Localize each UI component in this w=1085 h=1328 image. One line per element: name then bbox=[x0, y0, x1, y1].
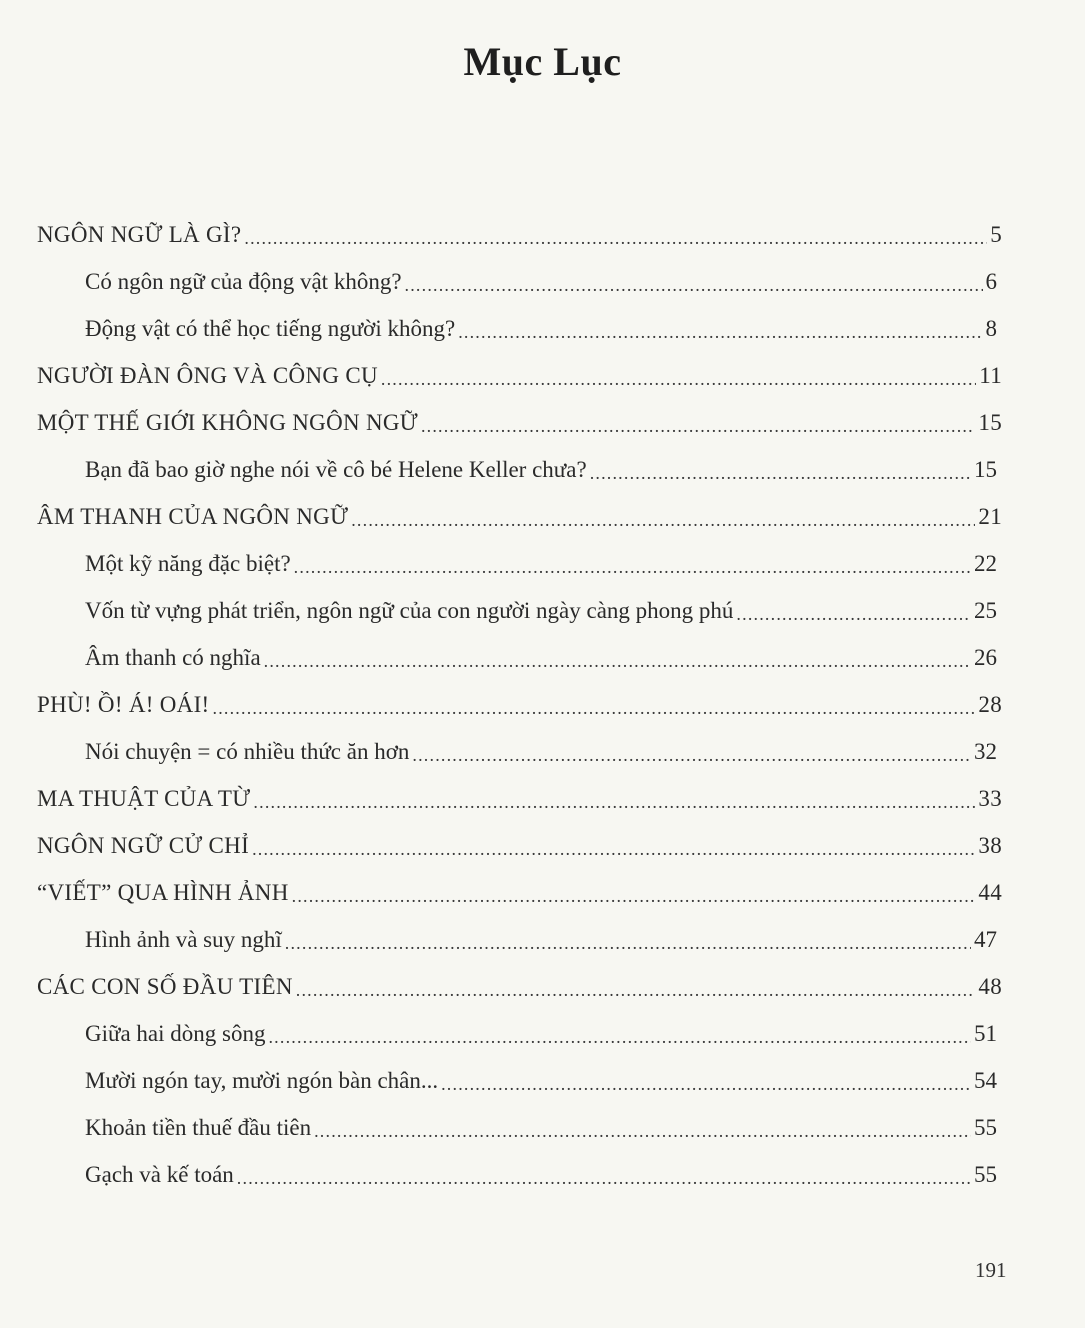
toc-dot-leader bbox=[405, 267, 983, 297]
toc-dot-leader bbox=[253, 784, 975, 814]
toc-entry[interactable] bbox=[37, 351, 1002, 391]
toc-entry-page: 48 bbox=[978, 974, 1002, 999]
toc-dot-leader bbox=[421, 408, 975, 438]
toc-entry-page: 15 bbox=[974, 457, 997, 482]
toc-dot-leader bbox=[296, 972, 976, 1002]
toc-entry[interactable] bbox=[37, 774, 1002, 814]
toc-entry-page: 55 bbox=[974, 1162, 997, 1187]
toc-entry-title: Vốn từ vựng phát triển, ngôn ngữ của con người ngày càng phong phú bbox=[85, 598, 734, 623]
toc-entry-title: Mười ngón tay, mười ngón bàn chân... bbox=[85, 1068, 439, 1093]
toc-entry[interactable] bbox=[85, 445, 997, 485]
toc-entry-page: 55 bbox=[974, 1115, 997, 1140]
toc-entry-title: MA THUẬT CỦA TỪ bbox=[37, 786, 251, 811]
toc-entry-title: NGÔN NGỮ CỬ CHỈ bbox=[37, 833, 250, 858]
toc-entry-page: 26 bbox=[974, 645, 997, 670]
toc-entry-page: 28 bbox=[978, 692, 1002, 717]
toc-entry-title: Bạn đã bao giờ nghe nói về cô bé Helene Keller chưa? bbox=[85, 457, 587, 482]
toc-entry-title: CÁC CON SỐ ĐẦU TIÊN bbox=[37, 974, 293, 999]
toc-dot-leader bbox=[244, 220, 987, 250]
toc-entry-title: Nói chuyện = có nhiều thức ăn hơn bbox=[85, 739, 410, 764]
toc-entry-page: 15 bbox=[978, 410, 1002, 435]
toc-entry-title: NGƯỜI ĐÀN ÔNG VÀ CÔNG CỤ bbox=[37, 363, 378, 388]
toc-entry-page: 47 bbox=[974, 927, 997, 952]
toc-entry-title: Khoản tiền thuế đầu tiên bbox=[85, 1115, 312, 1140]
toc-entry-page: 21 bbox=[978, 504, 1002, 529]
toc-entry-page: 32 bbox=[974, 739, 997, 764]
toc-entry-page: 33 bbox=[978, 786, 1002, 811]
toc-entry[interactable] bbox=[37, 680, 1002, 720]
page-title: Mục Lục bbox=[463, 39, 622, 84]
toc-entry-title: ÂM THANH CỦA NGÔN NGỮ bbox=[37, 504, 349, 529]
toc-dot-leader bbox=[292, 878, 976, 908]
toc-entry-page: 44 bbox=[978, 880, 1002, 905]
toc-entry-page: 54 bbox=[974, 1068, 997, 1093]
toc-entry[interactable] bbox=[85, 1103, 997, 1143]
toc-entry-title: Có ngôn ngữ của động vật không? bbox=[85, 269, 402, 294]
toc-entry-page: 51 bbox=[974, 1021, 997, 1046]
toc-entry[interactable] bbox=[85, 727, 997, 767]
toc-entry-title: MỘT THẾ GIỚI KHÔNG NGÔN NGỮ bbox=[37, 410, 418, 435]
toc-entry-title: NGÔN NGỮ LÀ GÌ? bbox=[37, 222, 242, 247]
page-number: 191 bbox=[975, 1258, 1007, 1282]
toc-entry[interactable] bbox=[37, 492, 1002, 532]
toc-entry[interactable] bbox=[85, 304, 997, 344]
toc-dot-leader bbox=[314, 1113, 971, 1143]
toc-entry[interactable] bbox=[37, 821, 1002, 861]
toc-entry[interactable] bbox=[85, 1009, 997, 1049]
toc-entry-page: 5 bbox=[990, 222, 1002, 247]
toc-entry[interactable] bbox=[85, 1056, 997, 1096]
toc-entry-title: Động vật có thể học tiếng người không? bbox=[85, 316, 456, 341]
toc-entry[interactable] bbox=[37, 868, 1002, 908]
toc-dot-leader bbox=[294, 549, 971, 579]
toc-entry[interactable] bbox=[85, 539, 997, 579]
toc-entry-title: Giữa hai dòng sông bbox=[85, 1021, 266, 1046]
toc-entry-title: PHÙ! Ồ! Á! OÁI! bbox=[37, 692, 210, 717]
toc-entry[interactable] bbox=[85, 1150, 997, 1190]
toc-dot-leader bbox=[252, 831, 975, 861]
toc-entry-page: 38 bbox=[978, 833, 1002, 858]
toc-entry-page: 22 bbox=[974, 551, 997, 576]
toc-dot-leader bbox=[458, 314, 982, 344]
toc-dot-leader bbox=[441, 1066, 971, 1096]
toc-entry-page: 6 bbox=[985, 269, 997, 294]
toc-entry-page: 25 bbox=[974, 598, 997, 623]
toc-entry-title: Một kỹ năng đặc biệt? bbox=[85, 551, 291, 576]
toc-entry[interactable] bbox=[85, 586, 997, 626]
toc-dot-leader bbox=[351, 502, 975, 532]
toc-entry[interactable] bbox=[85, 257, 997, 297]
toc-dot-leader bbox=[381, 361, 976, 391]
toc-entry[interactable] bbox=[37, 398, 1002, 438]
toc-entry[interactable] bbox=[37, 962, 1002, 1002]
toc-entry[interactable] bbox=[37, 210, 1002, 250]
toc-entry-title: Gạch và kế toán bbox=[85, 1162, 234, 1187]
toc-dot-leader bbox=[285, 925, 971, 955]
toc-dot-leader bbox=[213, 690, 976, 720]
toc-dot-leader bbox=[268, 1019, 971, 1049]
toc-dot-leader bbox=[736, 596, 971, 626]
toc-entry[interactable] bbox=[85, 633, 997, 673]
toc-entry-title: “VIẾT” QUA HÌNH ẢNH bbox=[37, 880, 289, 905]
toc-dot-leader bbox=[237, 1160, 971, 1190]
toc-entry-page: 8 bbox=[985, 316, 997, 341]
toc-entry-title: Âm thanh có nghĩa bbox=[85, 645, 261, 670]
toc-dot-leader bbox=[590, 455, 971, 485]
toc-entry[interactable] bbox=[85, 915, 997, 955]
toc-dot-leader bbox=[412, 737, 971, 767]
toc-entry-page: 11 bbox=[979, 363, 1002, 388]
toc-entry-title: Hình ảnh và suy nghĩ bbox=[85, 927, 282, 952]
toc-dot-leader bbox=[264, 643, 971, 673]
